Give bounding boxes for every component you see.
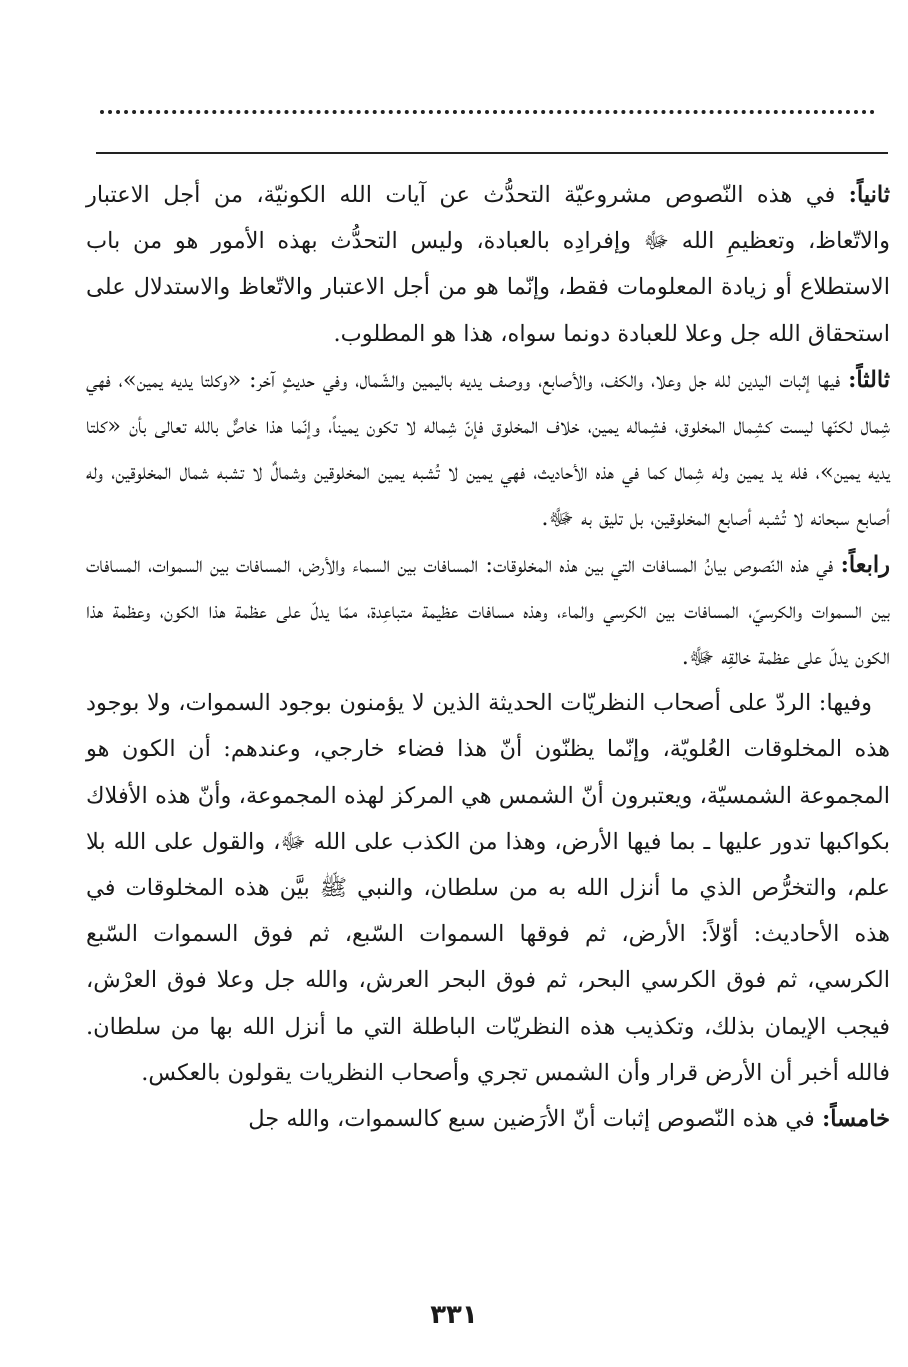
- paragraph-text: فيها إثبات اليدين لله جل وعلا، والكف، والأصابع، ووصف يديه باليمين والشّمال، وفي حديثٍ آخر: «وكلتا يديه يمين»، فهي شِمال لكنّها ليست كشِمال المخلوق، فشِماله يمين، خلاف المخلوق فإنّ شِماله لا تكون يميناً، وإنّما هذا خاصٌّ بالله تعالى بأن «كلتا يديه يمين»، فله يد يمين وله شِمال كما في هذه الأحاديث، فهي يمين لا تُشبه يمين المخلوقين وشمالٌ لا تشبه شمال المخلوقين، وله أصابع سبحانه لا تُشبه أصابع المخلوقين، بل تليق به ﷻ.: [86, 366, 890, 532]
- paragraph-thirdly: [86, 357, 890, 542]
- paragraph-lead: ثانياً:: [848, 182, 890, 208]
- paragraph-text: في هذه النّصوص بيانُ المسافات التي بين هذه المخلوقات: المسافات بين السماء والأرض، المسافات بين السموات، المسافات بين السموات والكرسيّ، المسافات بين الكرسي والماء، وهذه مسافات عظيمة متباعِدة، ممّا يدلّ على عظمة هذا الكون، وعظمة هذا الكون يدلّ على عظمة خالقِه ﷻ.: [86, 551, 890, 671]
- body-text: [86, 172, 890, 1142]
- paragraph-text: في هذه النّصوص إثبات أنّ الأرَضين سبع كالسموات، والله جل: [248, 1106, 822, 1133]
- paragraph-text: وفيها: الردّ على أصحاب النظريّات الحديثة الذين لا يؤمنون بوجود السموات، ولا بوجود هذه المخلوقات العُلويّة، وإنّما يظنّون أنّ هذا فضاء خارجي، وعندهم: أن الكون هو المجموعة الشمسيّة، ويعتبرون أنّ الشمس هي المركز لهذه المجموعة، وأنّ هذه الأفلاك بكواكبها تدور عليها ـ بما فيها الأرض، وهذا من الكذب على الله ﷻ، والقول على الله بلا علم، والتخرُّص الذي ما أنزل الله به من سلطان، والنبي ﷺ بيَّن هذه المخلوقات في هذه الأحاديث: أوّلاً: الأرض، ثم فوقها السموات السّبع، ثم فوق السموات السّبع الكرسي، ثم فوق الكرسي البحر، ثم فوق البحر العرش، والله جل وعلا فوق العرْش، فيجب الإيمان بذلك، وتكذيب هذه النظريّات الباطلة التي ما أنزل الله بها من سلطان. فالله أخبر أن الأرض قرار وأن الشمس تجري وأصحاب النظريات يقولون بالعكس.: [86, 690, 890, 1086]
- paragraph-lead: رابعاً:: [840, 551, 890, 578]
- paragraph-refutation: [86, 680, 890, 1096]
- paragraph-fifthly: [86, 1096, 890, 1142]
- paragraph-lead: خامساً:: [821, 1106, 890, 1133]
- paragraph-secondly: [86, 172, 890, 357]
- dotted-leader: [100, 110, 875, 114]
- page-number: ٣٣١: [430, 1300, 478, 1330]
- header-rule: [96, 152, 888, 154]
- paragraph-text: في هذه النّصوص مشروعيّة التحدُّث عن آيات الله الكونيّة، من أجل الاعتبار والاتّعاظ، وتعظيمِ الله ﷻ وإفرادِه بالعبادة، وليس التحدُّث بهذه الأمور هو من باب الاستطلاع أو زيادة المعلومات فقط، وإنّما هو من أجل الاعتبار والاتّعاظ والاستدلال على استحقاق الله جل وعلا للعبادة دونما سواه، هذا هو المطلوب.: [86, 182, 890, 347]
- paragraph-lead: ثالثاً:: [848, 366, 890, 393]
- paragraph-fourthly: [86, 542, 890, 681]
